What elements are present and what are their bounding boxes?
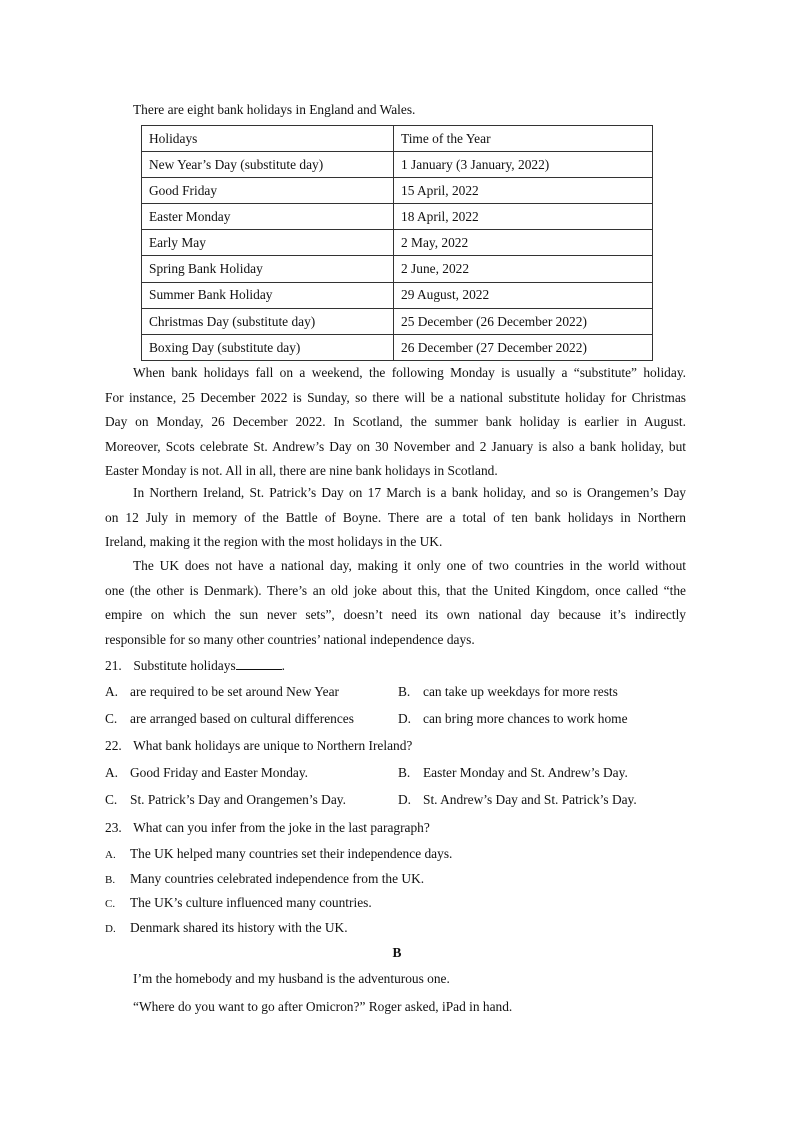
option-label: A. (105, 684, 119, 699)
table-row (142, 204, 653, 230)
option-label: D. (105, 923, 116, 935)
text-line: empire on which the sun never sets”, doesn’t need its own national day because it’s indirectly (105, 607, 686, 623)
option-label: C. (105, 711, 118, 726)
table-row (142, 256, 653, 282)
holiday-name: Easter Monday (142, 204, 394, 230)
holiday-name: Good Friday (142, 178, 394, 204)
question-22 (105, 738, 412, 754)
section-b-line: I’m the homebody and my husband is the adventurous one. (133, 971, 450, 986)
holiday-date: 18 April, 2022 (394, 204, 653, 230)
option-text: are required to be set around New Year (130, 684, 339, 699)
option-label: B. (398, 765, 411, 780)
holiday-date: 15 April, 2022 (394, 178, 653, 204)
table-row (142, 334, 653, 360)
text-line: When bank holidays fall on a weekend, the following Monday is usually a “substitute” holiday. (133, 365, 686, 380)
table-row (142, 230, 653, 256)
question-stem-end: . (281, 658, 286, 673)
holiday-date: 1 January (3 January, 2022) (394, 152, 653, 178)
option-22-b[interactable] (398, 765, 628, 781)
text-line: Moreover, Scots celebrate St. Andrew’s Day on 30 November and 2 January is also a bank holiday, but (105, 438, 686, 454)
question-number: 22. (105, 738, 122, 753)
option-text: Many countries celebrated independence from the UK. (130, 871, 425, 886)
option-21-b[interactable] (398, 684, 618, 700)
question-stem: Substitute holidays (133, 658, 236, 673)
text-line: on 12 July in memory of the Battle of Boyne. There are a total of ten bank holidays in Northern (105, 509, 686, 525)
holiday-date: 25 December (26 December 2022) (394, 308, 653, 334)
option-text: St. Andrew’s Day and St. Patrick’s Day. (423, 792, 637, 807)
option-label: B. (398, 684, 411, 699)
option-text: Denmark shared its history with the UK. (130, 920, 348, 935)
holiday-name: Boxing Day (substitute day) (142, 334, 394, 360)
option-label: D. (398, 792, 412, 807)
section-b-line: “Where do you want to go after Omicron?” Roger asked, iPad in hand. (133, 999, 513, 1014)
paragraph-substitute-holidays (105, 361, 686, 484)
holiday-date: 29 August, 2022 (394, 282, 653, 308)
holiday-name: Early May (142, 230, 394, 256)
holiday-name: Christmas Day (substitute day) (142, 308, 394, 334)
option-label: B. (105, 874, 116, 886)
table-header-row (142, 126, 653, 152)
intro-sentence: There are eight bank holidays in England and Wales. (133, 102, 416, 117)
option-23-a[interactable] (105, 846, 452, 862)
option-text: can bring more chances to work home (423, 711, 628, 726)
holiday-date: 2 June, 2022 (394, 256, 653, 282)
option-21-c[interactable] (105, 711, 354, 727)
table-row (142, 178, 653, 204)
holiday-name: Summer Bank Holiday (142, 282, 394, 308)
option-text: The UK helped many countries set their independence days. (130, 846, 453, 861)
bank-holidays-table (141, 125, 653, 361)
header-time-of-year: Time of the Year (394, 126, 653, 152)
option-label: A. (105, 765, 119, 780)
holiday-date: 2 May, 2022 (394, 230, 653, 256)
text-line: Easter Monday is not. All in all, there are nine bank holidays in Scotland. (105, 463, 498, 479)
question-number: 21. (105, 658, 122, 673)
text-line: Ireland, making it the region with the most holidays in the UK. (105, 534, 443, 550)
option-text: Good Friday and Easter Monday. (130, 765, 309, 780)
header-holidays: Holidays (142, 126, 394, 152)
question-stem: What can you infer from the joke in the last paragraph? (133, 820, 430, 835)
option-22-a[interactable] (105, 765, 308, 781)
question-21 (105, 658, 285, 674)
option-23-d[interactable] (105, 920, 348, 936)
table-row (142, 308, 653, 334)
option-label: D. (398, 711, 412, 726)
table-row (142, 282, 653, 308)
text-line: For instance, 25 December 2022 is Sunday, so there will be a national substitute holiday for Christmas (105, 389, 686, 405)
option-label: C. (105, 898, 116, 910)
holiday-date: 26 December (27 December 2022) (394, 334, 653, 360)
option-23-c[interactable] (105, 895, 372, 911)
answer-blank (236, 658, 282, 670)
text-line: In Northern Ireland, St. Patrick’s Day on 17 March is a bank holiday, and so is Orangemen’s Day (133, 485, 686, 500)
option-label: A. (105, 849, 116, 861)
option-text: The UK’s culture influenced many countries. (130, 895, 372, 910)
question-stem: What bank holidays are unique to Northern Ireland? (133, 738, 413, 753)
option-21-a[interactable] (105, 684, 339, 700)
holiday-name: Spring Bank Holiday (142, 256, 394, 282)
text-line: Day on Monday, 26 December 2022. In Scotland, the summer bank holiday is earlier in August. (105, 414, 686, 430)
option-22-d[interactable] (398, 792, 637, 808)
text-line: The UK does not have a national day, making it only one of two countries in the world without (133, 558, 686, 573)
question-number: 23. (105, 820, 122, 835)
option-text: St. Patrick’s Day and Orangemen’s Day. (130, 792, 346, 807)
section-b-heading: B (392, 945, 402, 960)
option-label: C. (105, 792, 118, 807)
table-row (142, 152, 653, 178)
paragraph-national-day (105, 554, 686, 652)
paragraph-northern-ireland (105, 481, 686, 555)
option-23-b[interactable] (105, 871, 424, 887)
option-text: can take up weekdays for more rests (423, 684, 618, 699)
text-line: one (the other is Denmark). There’s an old joke about this, that the United Kingdom, once called “the (105, 582, 686, 598)
option-22-c[interactable] (105, 792, 346, 808)
text-line: responsible for so many other countries’ national independence days. (105, 631, 475, 647)
option-text: Easter Monday and St. Andrew’s Day. (423, 765, 628, 780)
holiday-name: New Year’s Day (substitute day) (142, 152, 394, 178)
option-text: are arranged based on cultural differences (130, 711, 354, 726)
option-21-d[interactable] (398, 711, 628, 727)
question-23 (105, 820, 430, 836)
